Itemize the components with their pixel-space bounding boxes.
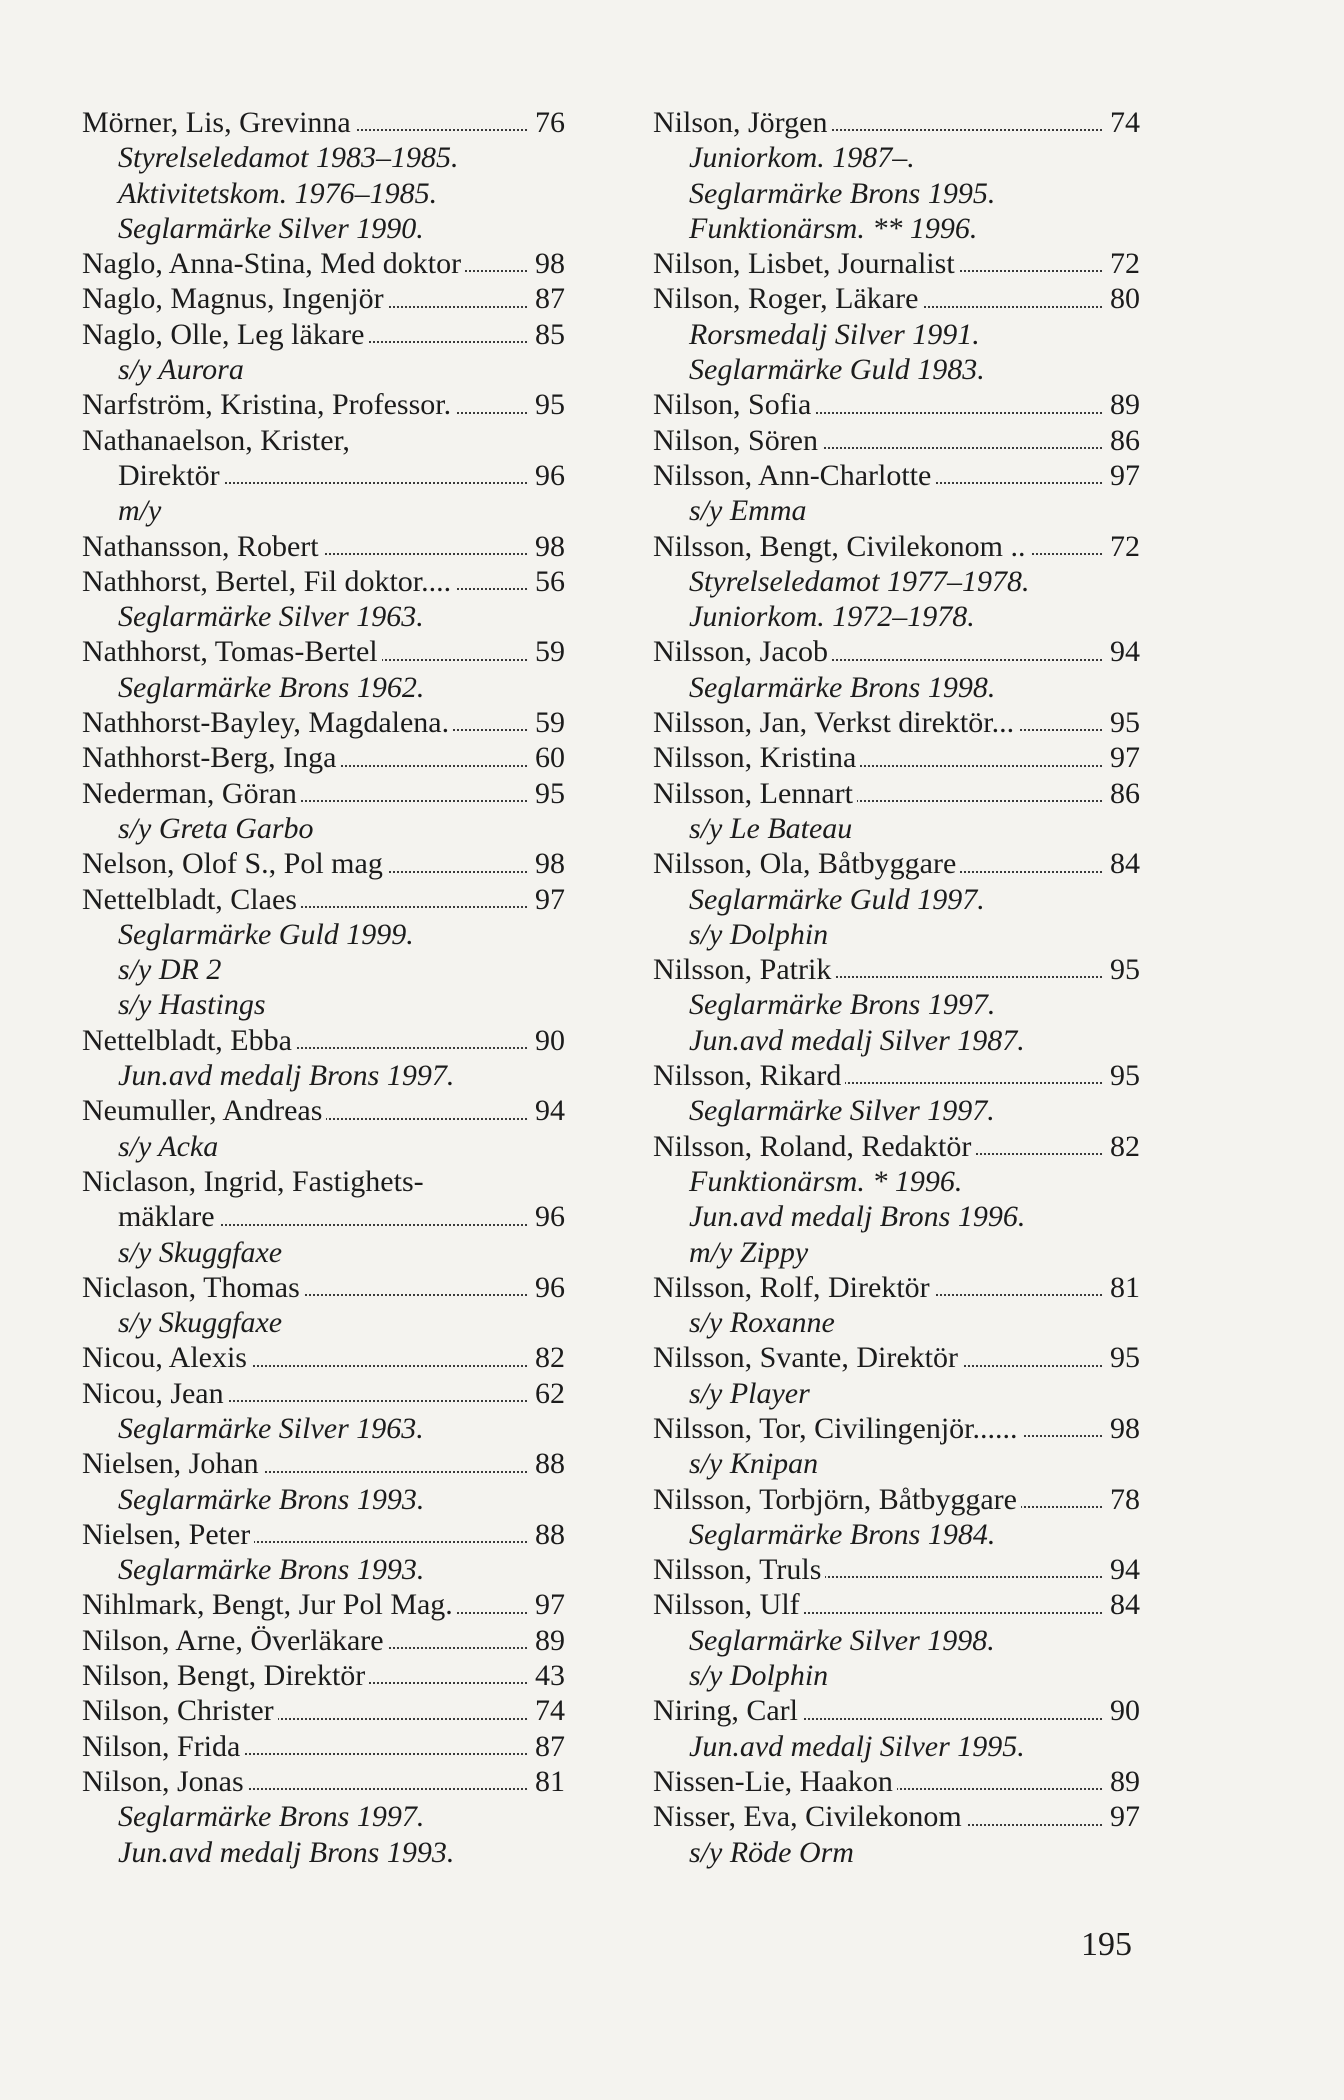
entry-page-number: 59 xyxy=(527,634,565,669)
index-entry xyxy=(653,458,1140,493)
entry-name: Nilsson, Roland, Redaktör xyxy=(653,1129,975,1164)
index-entry-detail xyxy=(653,1835,1140,1870)
entry-page-number: 94 xyxy=(1102,1552,1140,1587)
entry-name: Seglarmärke Silver 1997. xyxy=(689,1094,995,1128)
entry-name: Nathhorst, Tomas-Bertel xyxy=(82,634,382,669)
entry-name: Niclason, Thomas xyxy=(82,1270,304,1305)
index-entry-detail xyxy=(82,670,565,705)
entry-page-number: 88 xyxy=(527,1446,565,1481)
index-entry xyxy=(82,387,565,422)
entry-name: s/y Greta Garbo xyxy=(118,811,314,845)
index-entry-detail xyxy=(82,1235,565,1270)
index-entry xyxy=(82,846,565,881)
entry-name: Styrelseledamot 1977–1978. xyxy=(689,564,1030,598)
entry-name: Nathanaelson, Krister, xyxy=(82,423,354,458)
entry-name: Seglarmärke Silver 1990. xyxy=(118,211,424,245)
entry-name: Nathhorst, Bertel, Fil doktor.... xyxy=(82,564,455,599)
entry-page-number: 95 xyxy=(1102,1058,1140,1093)
entry-name: s/y Aurora xyxy=(118,353,244,387)
entry-name: Aktivitetskom. 1976–1985. xyxy=(118,176,438,210)
entry-page-number: 84 xyxy=(1102,846,1140,881)
index-entry xyxy=(82,1764,565,1799)
index-entry-detail xyxy=(82,987,565,1022)
index-entry xyxy=(653,529,1140,564)
index-entry xyxy=(82,634,565,669)
entry-name: Nettelbladt, Ebba xyxy=(82,1023,296,1058)
index-entry-detail xyxy=(653,352,1140,387)
entry-name: Narfström, Kristina, Professor. xyxy=(82,387,455,422)
entry-page-number: 78 xyxy=(1102,1482,1140,1517)
entry-page-number: 80 xyxy=(1102,281,1140,316)
entry-page-number: 98 xyxy=(527,246,565,281)
index-entry xyxy=(82,776,565,811)
entry-name: Seglarmärke Brons 1962. xyxy=(118,670,425,704)
index-entry-detail xyxy=(653,599,1140,634)
index-entry-detail xyxy=(82,599,565,634)
index-entry xyxy=(82,564,565,599)
entry-name: Nathhorst-Bayley, Magdalena. xyxy=(82,705,453,740)
index-entry xyxy=(82,423,565,458)
entry-name: s/y Skuggfaxe xyxy=(118,1306,283,1340)
entry-name: s/y Roxanne xyxy=(689,1306,835,1340)
entry-name: Seglarmärke Brons 1993. xyxy=(118,1482,425,1516)
index-entry-detail xyxy=(82,140,565,175)
entry-name: Seglarmärke Brons 1998. xyxy=(689,670,996,704)
entry-page-number: 87 xyxy=(527,281,565,316)
entry-name: Nelson, Olof S., Pol mag xyxy=(82,846,387,881)
index-entry-detail xyxy=(653,317,1140,352)
entry-page-number: 95 xyxy=(1102,952,1140,987)
index-entry-detail xyxy=(653,176,1140,211)
entry-name: Nederman, Göran xyxy=(82,776,301,811)
entry-page-number: 97 xyxy=(1102,1799,1140,1834)
index-entry xyxy=(653,423,1140,458)
index-entry-detail xyxy=(82,952,565,987)
entry-page-number: 98 xyxy=(1102,1411,1140,1446)
entry-name: Nilsson, Ola, Båtbyggare xyxy=(653,846,960,881)
index-entry-detail xyxy=(653,917,1140,952)
index-entry xyxy=(82,1587,565,1622)
index-entry-detail xyxy=(653,987,1140,1022)
entry-name: s/y Knipan xyxy=(689,1447,819,1481)
entry-name: m/y xyxy=(118,494,162,528)
entry-page-number: 94 xyxy=(1102,634,1140,669)
index-entry xyxy=(653,1411,1140,1446)
index-entry-detail xyxy=(653,1376,1140,1411)
entry-name: Nilson, Sofia xyxy=(653,387,815,422)
entry-name: Nilson, Jonas xyxy=(82,1764,248,1799)
index-entry-detail xyxy=(653,811,1140,846)
entry-page-number: 76 xyxy=(527,105,565,140)
entry-name: s/y Hastings xyxy=(118,988,266,1022)
entry-name: Jun.avd medalj Silver 1995. xyxy=(689,1729,1025,1763)
index-entry xyxy=(82,1340,565,1375)
entry-name: Nielsen, Peter xyxy=(82,1517,254,1552)
entry-page-number: 74 xyxy=(527,1693,565,1728)
index-entry-detail xyxy=(653,211,1140,246)
entry-page-number: 98 xyxy=(527,529,565,564)
entry-name: Nilsson, Bengt, Civilekonom .. xyxy=(653,529,1030,564)
index-entry xyxy=(82,1623,565,1658)
index-entry xyxy=(82,1693,565,1728)
index-entry xyxy=(82,529,565,564)
entry-page-number: 85 xyxy=(527,317,565,352)
entry-name: Funktionärsm. ** 1996. xyxy=(689,211,978,245)
entry-name: Nicou, Alexis xyxy=(82,1340,251,1375)
entry-name: Juniorkom. 1972–1978. xyxy=(689,600,975,634)
entry-name: Nilsson, Torbjörn, Båtbyggare xyxy=(653,1482,1021,1517)
entry-name: s/y Player xyxy=(689,1376,810,1410)
entry-name: Styrelseledamot 1983–1985. xyxy=(118,141,459,175)
entry-name: Niring, Carl xyxy=(653,1693,802,1728)
entry-page-number: 84 xyxy=(1102,1587,1140,1622)
entry-name: Naglo, Anna-Stina, Med doktor xyxy=(82,246,465,281)
index-entry-detail xyxy=(653,564,1140,599)
entry-name: mäklare xyxy=(118,1199,219,1234)
index-entry xyxy=(82,458,565,493)
index-entry-detail xyxy=(82,176,565,211)
entry-name: Nilson, Frida xyxy=(82,1729,244,1764)
index-column-left xyxy=(82,105,565,1870)
index-entry xyxy=(82,1270,565,1305)
index-entry-detail xyxy=(82,1482,565,1517)
entry-name: Jun.avd medalj Brons 1993. xyxy=(118,1835,455,1869)
entry-page-number: 89 xyxy=(1102,1764,1140,1799)
entry-name: Nathhorst-Berg, Inga xyxy=(82,740,340,775)
entry-page-number: 88 xyxy=(527,1517,565,1552)
entry-page-number: 90 xyxy=(527,1023,565,1058)
index-entry-detail xyxy=(653,1023,1140,1058)
index-entry-detail xyxy=(653,1623,1140,1658)
entry-page-number: 86 xyxy=(1102,776,1140,811)
index-entry-detail xyxy=(653,1305,1140,1340)
page-number: 195 xyxy=(1081,1926,1132,1963)
index-entry xyxy=(82,246,565,281)
entry-page-number: 96 xyxy=(527,1199,565,1234)
entry-name: m/y Zippy xyxy=(689,1235,809,1269)
entry-page-number: 87 xyxy=(527,1729,565,1764)
index-entry xyxy=(653,1129,1140,1164)
entry-name: Rorsmedalj Silver 1991. xyxy=(689,317,980,351)
entry-page-number: 72 xyxy=(1102,246,1140,281)
entry-name: Seglarmärke Brons 1997. xyxy=(689,988,996,1022)
index-entry xyxy=(653,246,1140,281)
index-entry xyxy=(82,1729,565,1764)
entry-name: s/y Emma xyxy=(689,494,807,528)
index-entry xyxy=(82,740,565,775)
index-entry-detail xyxy=(653,493,1140,528)
entry-name: Nilsson, Svante, Direktör xyxy=(653,1340,962,1375)
entry-name: Nilsson, Jacob xyxy=(653,634,832,669)
entry-name: Nissen-Lie, Haakon xyxy=(653,1764,897,1799)
index-entry-detail xyxy=(653,1199,1140,1234)
entry-name: s/y Skuggfaxe xyxy=(118,1235,283,1269)
entry-page-number: 95 xyxy=(527,387,565,422)
entry-page-number: 82 xyxy=(527,1340,565,1375)
index-entry-detail xyxy=(82,1799,565,1834)
entry-page-number: 94 xyxy=(527,1093,565,1128)
index-entry-detail xyxy=(82,211,565,246)
entry-name: Funktionärsm. * 1996. xyxy=(689,1164,963,1198)
entry-page-number: 62 xyxy=(527,1376,565,1411)
index-entry xyxy=(653,846,1140,881)
entry-page-number: 60 xyxy=(527,740,565,775)
entry-name: Nilsson, Jan, Verkst direktör... xyxy=(653,705,1018,740)
entry-name: Neumuller, Andreas xyxy=(82,1093,326,1128)
index-entry-detail xyxy=(82,1305,565,1340)
index-entry xyxy=(653,281,1140,316)
entry-name: Seglarmärke Brons 1997. xyxy=(118,1800,425,1834)
entry-page-number: 82 xyxy=(1102,1129,1140,1164)
entry-name: Jun.avd medalj Silver 1987. xyxy=(689,1023,1025,1057)
index-entry xyxy=(653,1587,1140,1622)
entry-name: Nicou, Jean xyxy=(82,1376,228,1411)
index-entry xyxy=(653,952,1140,987)
entry-name: Nielsen, Johan xyxy=(82,1446,263,1481)
entry-page-number: 74 xyxy=(1102,105,1140,140)
entry-page-number: 95 xyxy=(1102,1340,1140,1375)
index-entry xyxy=(82,317,565,352)
entry-name: Seglarmärke Silver 1963. xyxy=(118,1411,424,1445)
entry-page-number: 72 xyxy=(1102,529,1140,564)
entry-page-number: 97 xyxy=(527,1587,565,1622)
entry-name: Nilsson, Truls xyxy=(653,1552,825,1587)
entry-page-number: 81 xyxy=(1102,1270,1140,1305)
entry-name: Seglarmärke Guld 1999. xyxy=(118,917,414,951)
entry-name: s/y Dolphin xyxy=(689,917,829,951)
entry-name: Nilsson, Patrik xyxy=(653,952,835,987)
index-entry xyxy=(653,740,1140,775)
index-entry-detail xyxy=(653,882,1140,917)
index-entry xyxy=(653,1799,1140,1834)
entry-name: Nilson, Roger, Läkare xyxy=(653,281,922,316)
index-entry xyxy=(82,105,565,140)
entry-page-number: 96 xyxy=(527,458,565,493)
index-entry xyxy=(82,705,565,740)
index-entry-detail xyxy=(82,1129,565,1164)
index-entry xyxy=(82,1517,565,1552)
index-entry xyxy=(653,705,1140,740)
index-entry-detail xyxy=(82,1411,565,1446)
index-entry xyxy=(653,1693,1140,1728)
entry-name: Nihlmark, Bengt, Jur Pol Mag. xyxy=(82,1587,457,1622)
index-entry-detail xyxy=(82,493,565,528)
entry-name: Nilsson, Rikard xyxy=(653,1058,845,1093)
entry-name: Nilson, Sören xyxy=(653,423,822,458)
index-entry-detail xyxy=(82,917,565,952)
entry-page-number: 89 xyxy=(1102,387,1140,422)
entry-name: Nettelbladt, Claes xyxy=(82,882,301,917)
index-entry xyxy=(653,1764,1140,1799)
entry-name: Seglarmärke Guld 1997. xyxy=(689,882,985,916)
entry-name: Nilson, Christer xyxy=(82,1693,278,1728)
index-entry xyxy=(82,1376,565,1411)
entry-name: Nilsson, Kristina xyxy=(653,740,860,775)
entry-name: s/y Röde Orm xyxy=(689,1835,854,1869)
index-entry-detail xyxy=(653,1446,1140,1481)
entry-name: Seglarmärke Guld 1983. xyxy=(689,353,985,387)
entry-page-number: 98 xyxy=(527,846,565,881)
entry-name: Nilson, Jörgen xyxy=(653,105,831,140)
entry-page-number: 81 xyxy=(527,1764,565,1799)
entry-name: Seglarmärke Brons 1984. xyxy=(689,1517,996,1551)
entry-name: Seglarmärke Silver 1998. xyxy=(689,1623,995,1657)
entry-name: Juniorkom. 1987–. xyxy=(689,141,915,175)
index-entry xyxy=(653,1058,1140,1093)
index-entry xyxy=(653,1552,1140,1587)
entry-name: Naglo, Olle, Leg läkare xyxy=(82,317,368,352)
index-entry xyxy=(653,634,1140,669)
index-entry-detail xyxy=(653,670,1140,705)
entry-page-number: 95 xyxy=(1102,705,1140,740)
index-entry-detail xyxy=(653,1658,1140,1693)
entry-name: Niclason, Ingrid, Fastighets- xyxy=(82,1164,428,1199)
entry-name: Nilsson, Lennart xyxy=(653,776,857,811)
entry-name: s/y Dolphin xyxy=(689,1659,829,1693)
entry-page-number: 43 xyxy=(527,1658,565,1693)
index-entry-detail xyxy=(653,1093,1140,1128)
entry-page-number: 97 xyxy=(1102,740,1140,775)
index-entry xyxy=(653,776,1140,811)
entry-name: Jun.avd medalj Brons 1997. xyxy=(118,1059,455,1093)
entry-page-number: 89 xyxy=(527,1623,565,1658)
index-entry xyxy=(82,281,565,316)
entry-name: Seglarmärke Brons 1995. xyxy=(689,176,996,210)
entry-name: Jun.avd medalj Brons 1996. xyxy=(689,1200,1026,1234)
entry-page-number: 56 xyxy=(527,564,565,599)
index-entry xyxy=(653,387,1140,422)
entry-name: Nisser, Eva, Civilekonom xyxy=(653,1799,966,1834)
entry-page-number: 86 xyxy=(1102,423,1140,458)
index-entry-detail xyxy=(82,1835,565,1870)
index-entry xyxy=(82,1658,565,1693)
entry-name: Nathansson, Robert xyxy=(82,529,323,564)
index-entry xyxy=(82,1164,565,1199)
entry-page-number: 97 xyxy=(527,882,565,917)
index-entry xyxy=(653,1340,1140,1375)
entry-page-number: 96 xyxy=(527,1270,565,1305)
entry-name: Nilson, Arne, Överläkare xyxy=(82,1623,388,1658)
entry-name: Mörner, Lis, Grevinna xyxy=(82,105,355,140)
entry-name: s/y Le Bateau xyxy=(689,811,853,845)
index-entry xyxy=(653,1482,1140,1517)
index-column-right xyxy=(653,105,1140,1870)
entry-page-number: 59 xyxy=(527,705,565,740)
entry-name: Nilsson, Rolf, Direktör xyxy=(653,1270,934,1305)
entry-name: Direktör xyxy=(118,458,224,493)
index-entry-detail xyxy=(653,1729,1140,1764)
index-entry-detail xyxy=(653,1235,1140,1270)
entry-name: Nilson, Bengt, Direktör xyxy=(82,1658,369,1693)
entry-name: Nilsson, Ann-Charlotte xyxy=(653,458,935,493)
entry-name: s/y Acka xyxy=(118,1129,219,1163)
index-entry xyxy=(82,1023,565,1058)
index-entry-detail xyxy=(82,811,565,846)
index-entry-detail xyxy=(653,1164,1140,1199)
entry-name: Seglarmärke Silver 1963. xyxy=(118,600,424,634)
index-entry xyxy=(653,1270,1140,1305)
entry-name: Nilsson, Ulf xyxy=(653,1587,804,1622)
entry-page-number: 95 xyxy=(527,776,565,811)
entry-name: Nilsson, Tor, Civilingenjör...... xyxy=(653,1411,1022,1446)
entry-page-number: 90 xyxy=(1102,1693,1140,1728)
index-entry-detail xyxy=(653,140,1140,175)
index-entry-detail xyxy=(82,352,565,387)
index-entry-detail xyxy=(82,1552,565,1587)
index-entry-detail xyxy=(653,1517,1140,1552)
entry-name: s/y DR 2 xyxy=(118,953,222,987)
index-entry xyxy=(82,1093,565,1128)
entry-name: Naglo, Magnus, Ingenjör xyxy=(82,281,388,316)
entry-name: Seglarmärke Brons 1993. xyxy=(118,1553,425,1587)
index-entry xyxy=(653,105,1140,140)
index-entry-detail xyxy=(82,1058,565,1093)
entry-page-number: 97 xyxy=(1102,458,1140,493)
entry-name: Nilson, Lisbet, Journalist xyxy=(653,246,959,281)
index-entry xyxy=(82,1446,565,1481)
index-entry xyxy=(82,1199,565,1234)
index-entry xyxy=(82,882,565,917)
